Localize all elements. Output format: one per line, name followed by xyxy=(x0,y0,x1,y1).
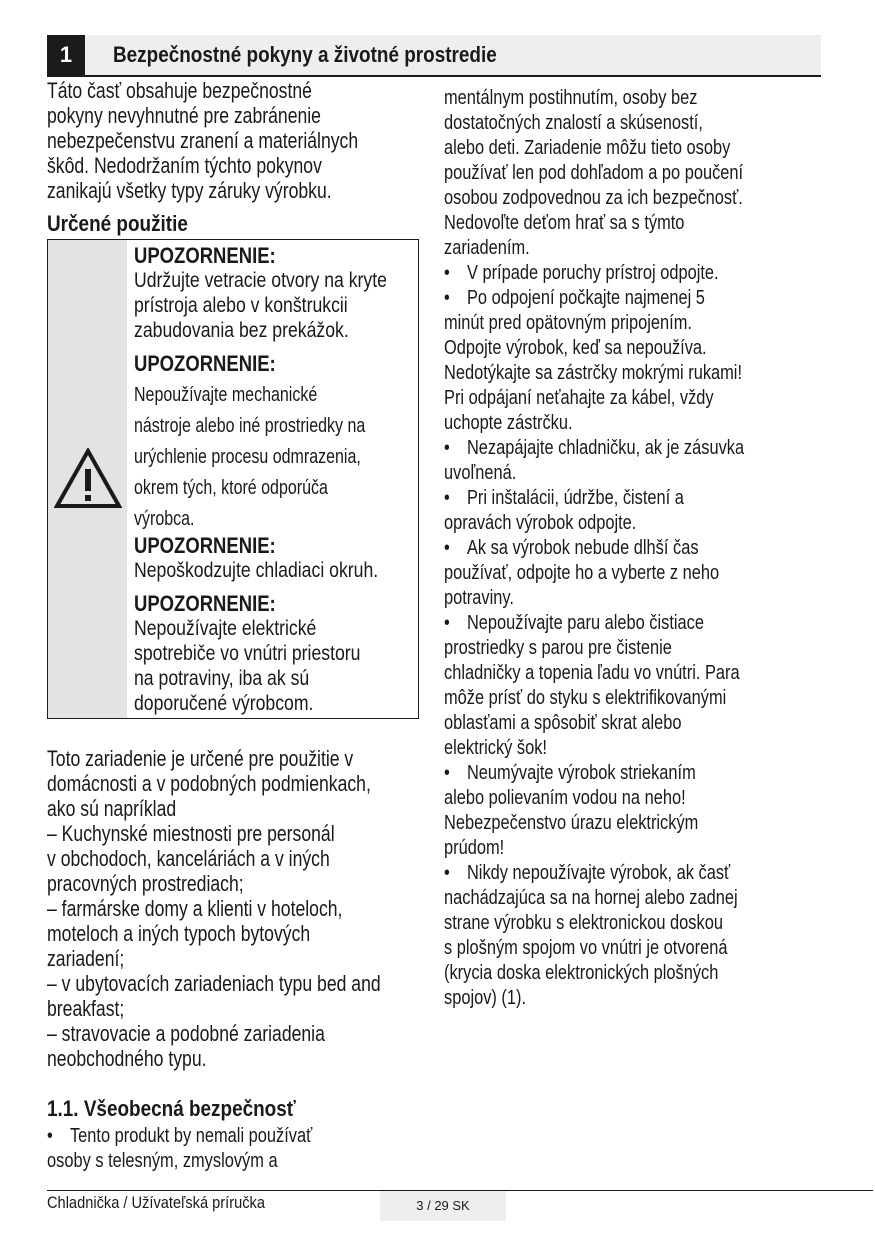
bullet-line: prostriedky s parou pre čistenie xyxy=(444,637,672,659)
bullet-line: minút pred opätovným pripojením. xyxy=(444,312,692,334)
bullet-line: potraviny. xyxy=(444,587,514,609)
bullet-icon xyxy=(444,612,467,634)
usage-line: domácnosti a v podobných podmienkach, xyxy=(47,771,371,796)
bullet-item xyxy=(444,536,834,611)
section-header xyxy=(47,35,821,77)
bullet-line: Pri odpájaní neťahajte za kábel, vždy xyxy=(444,387,714,409)
bullet-line: uchopte zástrčku. xyxy=(444,412,573,434)
warning-line: Nepoužívajte elektrické xyxy=(134,617,317,640)
warning-line: spotrebiče vo vnútri priestoru xyxy=(134,642,361,665)
section-number: 1 xyxy=(47,35,85,75)
usage-line: – v ubytovacích zariadeniach typu bed and xyxy=(47,971,381,996)
right-column xyxy=(444,86,834,1011)
usage-line: – Kuchynské miestnosti pre personál xyxy=(47,821,335,846)
bullet-line: strane výrobku s elektronickou doskou xyxy=(444,912,723,934)
intended-use-heading: Určené použitie xyxy=(47,211,188,236)
usage-line: v obchodoch, kanceláriách a v iných xyxy=(47,846,330,871)
bullet-item xyxy=(444,861,834,1011)
page-number: 3 / 29 SK xyxy=(380,1191,506,1221)
bullet-icon xyxy=(444,287,467,309)
bullet-line: Nezapájajte chladničku, ak je zásuvka xyxy=(466,437,745,459)
bullet-item xyxy=(444,761,834,861)
warning-title: UPOZORNENIE: xyxy=(134,533,276,558)
text-line: alebo deti. Zariadenie môžu tieto osoby xyxy=(444,137,731,159)
intro-line: zanikajú všetky typy záruky výrobku. xyxy=(47,178,332,203)
text-line: Nedovoľte deťom hrať sa s týmto xyxy=(444,212,685,234)
bullet-line: oblasťami a spôsobiť skrat alebo xyxy=(444,712,682,734)
usage-line: – farmárske domy a klienti v hoteloch, xyxy=(47,896,343,921)
bullet-icon xyxy=(444,762,467,784)
warning-title: UPOZORNENIE: xyxy=(134,351,276,376)
usage-line: – stravovacie a podobné zariadenia xyxy=(47,1021,325,1046)
warning-title: UPOZORNENIE: xyxy=(134,243,276,268)
bullet-item xyxy=(444,286,834,436)
warning-line: zabudovania bez prekážok. xyxy=(134,319,349,342)
usage-line: moteloch a iných typoch bytových xyxy=(47,921,311,946)
bullet-line: spojov) (1). xyxy=(444,987,527,1009)
usage-paragraph xyxy=(47,746,427,1071)
section-title: Bezpečnostné pokyny a životné prostredie xyxy=(113,42,497,67)
bullet-line: Nepoužívajte paru alebo čistiace xyxy=(466,612,704,634)
bullet-line: chladničky a topenia ľadu vo vnútri. Para xyxy=(444,662,740,684)
warning-line: nástroje alebo iné prostriedky na xyxy=(134,415,366,437)
general-safety-section xyxy=(47,1096,427,1174)
bullet-line: Odpojte výrobok, keď sa nepoužíva. xyxy=(444,337,707,359)
bullet-line: Pri inštalácii, údržbe, čistení a xyxy=(466,487,684,509)
bullet-line: opravách výrobok odpojte. xyxy=(444,512,637,534)
warning-box xyxy=(47,239,419,719)
bullet-icon xyxy=(444,262,467,284)
usage-line: neobchodného typu. xyxy=(47,1046,207,1071)
intro-line: škôd. Nedodržaním týchto pokynov xyxy=(47,153,322,178)
general-safety-heading: 1.1. Všeobecná bezpečnosť xyxy=(47,1096,296,1121)
bullet-icon xyxy=(444,437,467,459)
warning-title: UPOZORNENIE: xyxy=(134,591,276,616)
usage-line: Toto zariadenie je určené pre použitie v xyxy=(47,746,354,771)
warning-line: prístroja alebo v konštrukcii xyxy=(134,294,348,317)
warning-block-2 xyxy=(134,352,423,535)
bullet-icon xyxy=(444,487,467,509)
left-column xyxy=(47,78,427,237)
intro-line: nebezpečenstvu zranení a materiálnych xyxy=(47,128,359,153)
continuation-paragraph xyxy=(444,86,834,261)
text-line: dostatočných znalostí a skúseností, xyxy=(444,112,703,134)
bullet-icon xyxy=(47,1125,70,1147)
bullet-line: uvoľnená. xyxy=(444,462,517,484)
intro-paragraph xyxy=(47,78,427,203)
warning-block-1 xyxy=(134,244,435,343)
bullet-item xyxy=(444,261,834,286)
usage-line: zariadení; xyxy=(47,946,125,971)
bullet-item xyxy=(444,611,834,761)
usage-line: ako sú napríklad xyxy=(47,796,177,821)
bullet-line: môže prísť do styku s elektrifikovanými xyxy=(444,687,727,709)
text-line: používať len pod dohľadom a po poučení xyxy=(444,162,744,184)
bullet-line: používať, odpojte ho a vyberte z neho xyxy=(444,562,720,584)
bullet-item xyxy=(444,486,834,536)
text-line: mentálnym postihnutím, osoby bez xyxy=(444,87,698,109)
bullet-line: Nebezpečenstvo úrazu elektrickým xyxy=(444,812,699,834)
warning-line: okrem tých, ktoré odporúča xyxy=(134,477,328,499)
warning-line: Udržujte vetracie otvory na kryte xyxy=(134,269,387,292)
bullet-line: nachádzajúca sa na hornej alebo zadnej xyxy=(444,887,738,909)
bullet-line: prúdom! xyxy=(444,837,505,859)
warning-line: doporučené výrobcom. xyxy=(134,692,314,715)
bullet-line: V prípade poruchy prístroj odpojte. xyxy=(466,262,719,284)
usage-line: breakfast; xyxy=(47,996,125,1021)
warning-block-3 xyxy=(134,534,425,583)
text-line: zariadením. xyxy=(444,237,530,259)
warning-block-4 xyxy=(134,592,404,716)
bullet-line: Ak sa výrobok nebude dlhší čas xyxy=(466,537,699,559)
warning-triangle-icon xyxy=(54,448,122,510)
bullet-line: (krycia doska elektronických plošných xyxy=(444,962,719,984)
bullet-item xyxy=(444,436,834,486)
warning-line: Nepoužívajte mechanické xyxy=(134,384,318,406)
usage-line: pracovných prostrediach; xyxy=(47,871,244,896)
warning-line: na potraviny, iba ak sú xyxy=(134,667,310,690)
intro-line: pokyny nevyhnutné pre zabránenie xyxy=(47,103,321,128)
warning-line: Nepoškodzujte chladiaci okruh. xyxy=(134,559,379,582)
bullet-line: Nikdy nepoužívajte výrobok, ak časť xyxy=(466,862,731,884)
bullet-line: Tento produkt by nemali používať xyxy=(69,1125,313,1147)
bullet-line: alebo polievaním vodou na neho! xyxy=(444,787,686,809)
bullet-line: Po odpojení počkajte najmenej 5 xyxy=(466,287,705,309)
bullet-line: Neumývajte výrobok striekaním xyxy=(466,762,696,784)
bullet-icon xyxy=(444,537,467,559)
bullet-line: Nedotýkajte sa zástrčky mokrými rukami! xyxy=(444,362,743,384)
bullet-line: s plošným spojom vo vnútri je otvorená xyxy=(444,937,728,959)
text-line: osobou zodpovednou za ich bezpečnosť. xyxy=(444,187,743,209)
intro-line: Táto časť obsahuje bezpečnostné xyxy=(47,78,312,103)
warning-line: urýchlenie procesu odmrazenia, xyxy=(134,446,361,468)
bullet-line: osoby s telesným, zmyslovým a xyxy=(47,1150,278,1172)
bullet-icon xyxy=(444,862,467,884)
warning-sidebar xyxy=(48,240,127,718)
bullet-line: elektrický šok! xyxy=(444,737,547,759)
general-bullet xyxy=(47,1124,359,1149)
warning-line: výrobca. xyxy=(134,508,195,530)
footer-title: Chladnička / Užívateľská príručka xyxy=(47,1193,265,1212)
